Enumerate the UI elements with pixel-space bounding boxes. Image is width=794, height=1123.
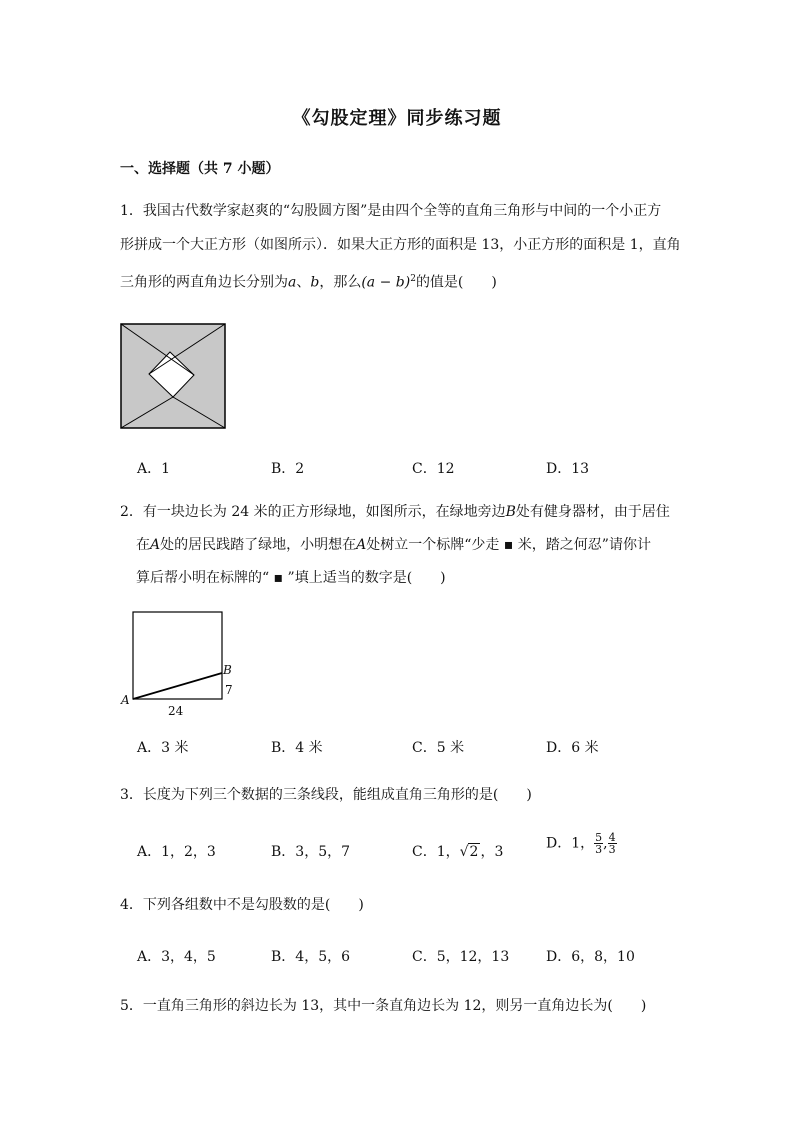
var-b: b bbox=[310, 274, 320, 291]
q3-option-a[interactable]: A．1，2，3 bbox=[137, 844, 216, 860]
q2-line1: 2．有一块边长为 24 米的正方形绿地，如图所示，在绿地旁边B处有健身器材，由于居住 bbox=[120, 504, 670, 520]
q4-option-b[interactable]: B．4，5，6 bbox=[271, 949, 351, 965]
q2-option-b[interactable]: B．4 米 bbox=[271, 740, 323, 756]
expression: (a − b) bbox=[361, 274, 411, 291]
page-title: 《勾股定理》同步练习题 bbox=[292, 108, 502, 129]
q4-option-d[interactable]: D．6，8，10 bbox=[546, 949, 635, 965]
q2-option-c[interactable]: C．5 米 bbox=[412, 740, 465, 756]
q1-option-d[interactable]: D．13 bbox=[546, 461, 590, 477]
q1-option-c[interactable]: C．12 bbox=[412, 461, 455, 477]
q3-option-d[interactable]: D．1， $\frac{5}{3}$ , $\frac{4}{3}$ bbox=[546, 831, 616, 856]
q2-option-d[interactable]: D．6 米 bbox=[546, 740, 599, 756]
q2-option-a[interactable]: A．3 米 bbox=[137, 740, 189, 756]
label-a: A bbox=[121, 693, 130, 707]
q4-option-a[interactable]: A．3，4，5 bbox=[137, 949, 216, 965]
label-24: 24 bbox=[168, 704, 184, 718]
q1-option-b[interactable]: B．2 bbox=[271, 461, 305, 477]
q1-line1: 1．我国古代数学家赵爽的“勾股圆方图”是由四个全等的直角三角形与中间的一个小正方 bbox=[120, 203, 662, 219]
section-heading: 一、选择题（共 7 小题） bbox=[120, 161, 280, 177]
sqrt-2: 2 bbox=[469, 844, 479, 860]
q3-option-b[interactable]: B．3，5，7 bbox=[271, 844, 351, 860]
q2-line2: 在A处的居民践踏了绿地，小明想在A处树立一个标牌“少走 ▪ 米，踏之何忍”请你计 bbox=[136, 537, 651, 553]
fraction-4-3: $\frac{4}{3}$ bbox=[608, 831, 616, 856]
q2-line3: 算后帮小明在标牌的“ ▪ ”填上适当的数字是( ) bbox=[136, 570, 446, 586]
zhao-shuang-figure bbox=[120, 323, 226, 429]
label-b: B bbox=[223, 663, 232, 677]
label-7: 7 bbox=[225, 683, 233, 697]
q3-option-c[interactable]: C．1，√2 ，3 bbox=[412, 844, 504, 860]
q4-option-c[interactable]: C．5，12，13 bbox=[412, 949, 510, 965]
q1-option-a[interactable]: A．1 bbox=[137, 461, 171, 477]
q5-text: 5．一直角三角形的斜边长为 13，其中一条直角边长为 12，则另一直角边长为( ) bbox=[120, 998, 647, 1014]
fraction-5-3: $\frac{5}{3}$ bbox=[595, 831, 603, 856]
q1-line3: 三角形的两直角边长分别为a、b，那么$(a - b)^2$的值是( ) bbox=[120, 274, 497, 291]
q4-text: 4．下列各组数中不是勾股数的是( ) bbox=[120, 897, 364, 913]
q3-text: 3．长度为下列三个数据的三条线段，能组成直角三角形的是( ) bbox=[120, 787, 532, 803]
var-a: a bbox=[288, 274, 297, 291]
q1-line2: 形拼成一个大正方形（如图所示）．如果大正方形的面积是 13，小正方形的面积是 1，直角 bbox=[120, 237, 681, 253]
